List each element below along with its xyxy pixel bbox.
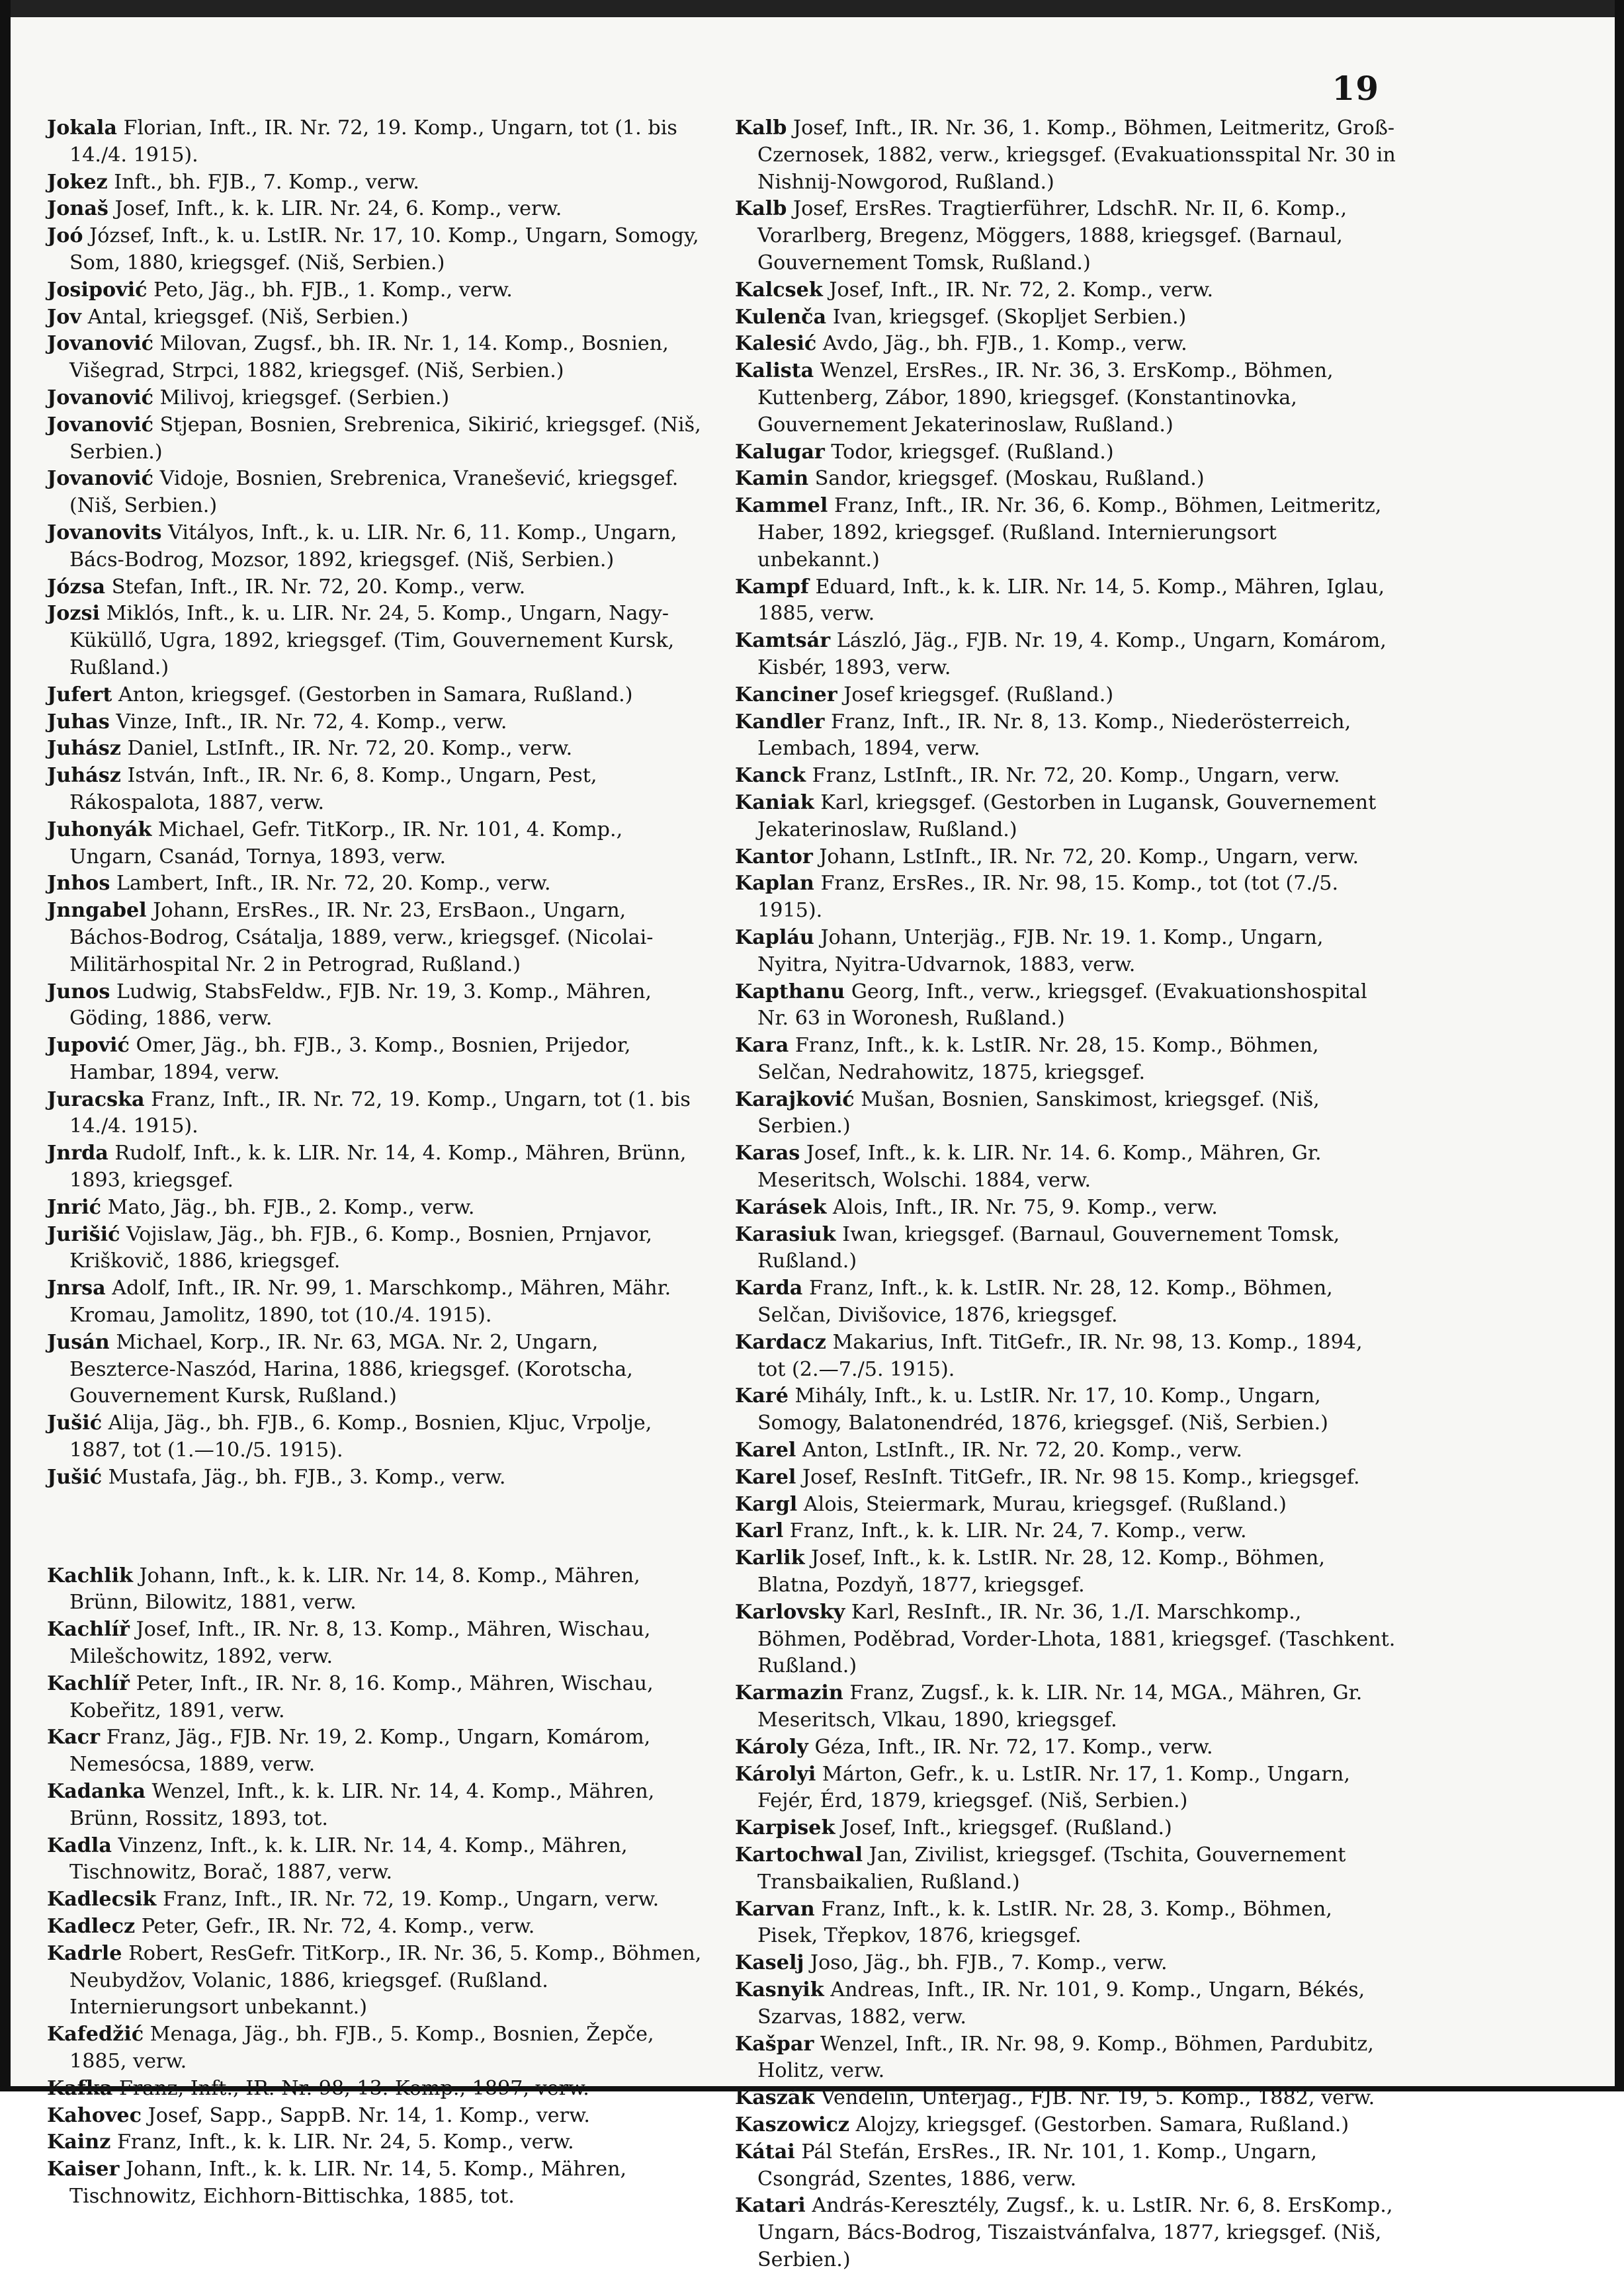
entry-details: Franz, ErsRes., IR. Nr. 98, 15. Komp., tot (tot (7./5. 1915). [757,872,1339,923]
entry-details: Antal, kriegsgef. (Niš, Serbien.) [81,305,409,329]
entry-surname: Kalugar [735,440,825,464]
list-entry [735,304,1396,331]
list-entry [735,493,1396,573]
entry-surname: Kacr [47,1726,101,1749]
entry-details: Iwan, kriegsgef. (Barnaul, Gouvernement Tomsk, Rußland.) [757,1222,1340,1273]
entry-details: Karl, kriegsgef. (Gestorben in Lugansk, Gouvernement Jekaterinoslaw, Rußland.) [757,790,1377,841]
list-entry [47,2021,708,2076]
entry-details: Ivan, kriegsgef. (Skopljet Serbien.) [826,305,1187,329]
entry-surname: Karel [735,1465,796,1489]
entry-surname: Karpisek [735,1816,835,1840]
entry-details: Michael, Gefr. TitKorp., IR. Nr. 101, 4. Komp., Ungarn, Csanád, Tornya, 1893, verw. [69,818,623,868]
entry-details: Milovan, Zugsf., bh. IR. Nr. 1, 14. Komp., Bosnien, Višegrad, Strpci, 1882, kriegsgef. (Niš, Serbien.) [69,332,669,383]
entry-details: Menaga, Jäg., bh. FJB., 5. Komp., Bosnien, Žepče, 1885, verw. [69,2023,654,2073]
list-entry [735,1195,1396,1222]
list-entry [735,1140,1396,1195]
entry-details: Franz, Jäg., FJB. Nr. 19, 2. Komp., Ungarn, Komárom, Nemesócsa, 1889, verw. [69,1726,651,1777]
entry-surname: Kasnyik [735,1978,824,2001]
entry-details: Franz, Inft., IR. Nr. 72, 19. Komp., Ungarn, verw. [156,1888,660,1912]
entry-surname: Jovanović [47,467,153,491]
entry-surname: Jnhos [47,872,110,896]
list-entry [47,277,708,304]
entry-details: Sandor, kriegsgef. (Moskau, Rußland.) [808,467,1205,491]
entry-details: Franz, Inft., k. k. LstIR. Nr. 28, 3. Komp., Böhmen, Pisek, Třepkov, 1876, kriegsgef. [757,1897,1332,1948]
entry-surname: Jnngabel [47,899,147,923]
entry-details: Josef kriegsgef. (Rußland.) [837,683,1114,706]
list-entry [47,1617,708,1671]
entry-surname: Kafedžić [47,2023,144,2046]
entry-details: Stjepan, Bosnien, Srebrenica, Sikirić, kriegsgef. (Niš, Serbien.) [69,413,701,464]
list-entry [47,520,708,574]
list-entry [735,2085,1396,2112]
list-entry [47,1195,708,1222]
entry-surname: Kainz [47,2130,111,2154]
entry-details: Josef, ErsRes. Tragtierführer, LdschR. Nr. II, 6. Komp., Vorarlberg, Bregenz, Möggers, 1888, kriegsgef. (Barnaul, Gouvernement Tomsk, Rußland.) [757,197,1347,274]
entry-details: Franz, LstInft., IR. Nr. 72, 20. Komp., Ungarn, verw. [806,764,1340,788]
text-columns [47,115,1396,2271]
entry-details: Franz, Inft., k. k. LIR. Nr. 24, 7. Komp., verw. [783,1519,1247,1543]
entry-details: Rudolf, Inft., k. k. LIR. Nr. 14, 4. Komp., Mähren, Brünn, 1893, kriegsgef. [69,1142,687,1193]
entry-surname: Kadlecsik [47,1888,157,1912]
entry-details: Johann, Inft., k. k. LIR. Nr. 14, 5. Komp., Mähren, Tischnowitz, Eichhorn-Bittischka, 1885, tot. [69,2158,627,2208]
entry-details: Franz, Inft., k. k. LstIR. Nr. 28, 12. Komp., Böhmen, Selčan, Divišovice, 1876, kriegsgef. [757,1277,1333,1327]
entry-surname: Kadanka [47,1780,146,1804]
list-entry [735,1815,1396,1842]
list-entry [47,169,708,196]
scan-right-border [1615,0,1624,2091]
entry-details: Mato, Jäg., bh. FJB., 2. Komp., verw. [101,1195,475,1219]
entry-details: Mihály, Inft., k. u. LstIR. Nr. 17, 10. Komp., Ungarn, Somogy, Balatonendréd, 1876, kriegsgef. (Niš, Serbien.) [757,1384,1328,1435]
entry-surname: Jokala [47,116,117,140]
entry-surname: Jovanović [47,332,153,356]
list-entry [47,331,708,385]
list-entry [47,1833,708,1887]
entry-surname: Kulenča [735,305,827,329]
list-entry [47,736,708,763]
entry-details: Daniel, LstInft., IR. Nr. 72, 20. Komp., verw. [120,737,573,761]
entry-surname: Kaplan [735,872,814,896]
entry-surname: Kaniak [735,790,814,814]
list-entry [735,2193,1396,2273]
entry-details: Peto, Jäg., bh. FJB., 1. Komp., verw. [147,278,513,302]
entry-surname: Jušić [47,1465,103,1489]
entry-details: Vitályos, Inft., k. u. LIR. Nr. 6, 11. Komp., Ungarn, Bács-Bodrog, Mozsor, 1892, kriegsgef. (Niš, Serbien.) [69,521,677,571]
entry-details: Robert, ResGefr. TitKorp., IR. Nr. 36, 5. Komp., Böhmen, Neubydžov, Volanic, 1886, kriegsgef. (Rußland. Internierungsort unbekannt.) [69,1941,702,2019]
list-entry [735,196,1396,276]
entry-details: Alois, Steiermark, Murau, kriegsgef. (Rußland.) [797,1492,1287,1516]
entry-details: József, Inft., k. u. LstIR. Nr. 17, 10. Komp., Ungarn, Somogy, Som, 1880, kriegsgef. (Niš, Serbien.) [69,224,699,274]
entry-surname: Kammel [735,494,828,518]
list-entry [735,1761,1396,1816]
list-entry [735,979,1396,1033]
entry-details: László, Jäg., FJB. Nr. 19, 4. Komp., Ungarn, Komárom, Kisbér, 1893, verw. [757,629,1387,679]
list-entry [47,385,708,412]
list-entry [47,1222,708,1276]
entry-surname: Karvan [735,1897,815,1921]
entry-surname: Karlovsky [735,1600,845,1624]
entry-details: Josef, Sapp., SappB. Nr. 14, 1. Komp., verw. [142,2103,590,2127]
entry-surname: Kapthanu [735,980,845,1003]
list-entry [735,1977,1396,2031]
entry-details: Márton, Gefr., k. u. LstIR. Nr. 17, 1. Komp., Ungarn, Fejér, Érd, 1879, kriegsgef. (Niš, Serbien.) [757,1762,1350,1813]
entry-surname: Jupović [47,1034,130,1058]
entry-surname: Jonaš [47,197,108,221]
entry-details: Franz, Inft., IR. Nr. 8, 13. Komp., Niederösterreich, Lembach, 1894, verw. [757,710,1351,761]
entry-details: Alija, Jäg., bh. FJB., 6. Komp., Bosnien, Kljuc, Vrpolje, 1887, tot (1.—10./5. 1915). [69,1411,652,1462]
entry-surname: Karl [735,1519,784,1543]
list-entry [47,1140,708,1195]
entry-details: Franz, Inft., k. k. LstIR. Nr. 28, 15. Komp., Böhmen, Selčan, Nedrahowitz, 1875, kriegsgef. [757,1034,1319,1084]
entry-details: Eduard, Inft., k. k. LIR. Nr. 14, 5. Komp., Mähren, Iglau, 1885, verw. [757,575,1385,626]
list-entry [47,601,708,681]
entry-details: Florian, Inft., IR. Nr. 72, 19. Komp., Ungarn, tot (1. bis 14./4. 1915). [69,116,677,167]
entry-surname: Karmazin [735,1681,843,1705]
entry-surname: Kahovec [47,2103,142,2127]
entry-details: Ludwig, StabsFeldw., FJB. Nr. 19, 3. Komp., Mähren, Göding, 1886, verw. [69,980,652,1031]
entry-surname: Kadlecz [47,1915,136,1938]
entry-details: Franz, Inft., k. k. LIR. Nr. 24, 5. Komp., verw. [110,2130,574,2154]
entry-surname: Kardacz [735,1330,826,1354]
list-entry [47,1671,708,1725]
entry-surname: Jušić [47,1411,103,1435]
list-entry [47,1329,708,1410]
list-entry [47,682,708,709]
list-entry [735,1842,1396,1896]
entry-surname: Kalesić [735,332,817,356]
list-entry [735,1545,1396,1599]
entry-surname: Kaszák [735,2086,815,2110]
entry-details: István, Inft., IR. Nr. 6, 8. Komp., Ungarn, Pest, Rákospalota, 1887, verw. [69,764,597,814]
list-entry [47,466,708,520]
entry-details: Vendelin, Unterjäg., FJB. Nr. 19, 5. Komp., 1882, verw. [814,2086,1375,2110]
entry-surname: Jnrić [47,1195,101,1219]
list-entry [735,682,1396,709]
entry-surname: Józsa [47,575,106,599]
entry-surname: Josipović [47,278,148,302]
list-entry [47,1724,708,1779]
entry-surname: Kátai [735,2140,795,2164]
entry-surname: Kalb [735,197,787,221]
entry-surname: Kargl [735,1492,798,1516]
list-entry [47,817,708,871]
entry-surname: Karda [735,1277,803,1300]
list-entry [735,1275,1396,1329]
entry-surname: Kampf [735,575,809,599]
entry-details: Johann, LstInft., IR. Nr. 72, 20. Komp., Ungarn, verw. [812,845,1359,868]
entry-surname: Junos [47,980,110,1003]
list-entry [735,1492,1396,1519]
entry-surname: Kachlik [47,1564,133,1587]
list-entry [47,1275,708,1329]
entry-surname: Karlik [735,1546,805,1570]
entry-surname: Kapláu [735,925,814,949]
entry-details: Avdo, Jäg., bh. FJB., 1. Komp., verw. [816,332,1187,356]
entry-details: Adolf, Inft., IR. Nr. 99, 1. Marschkomp., Mähren, Mähr. Kromau, Jamolitz, 1890, tot (10./4. 1915). [69,1277,671,1327]
entry-details: Josef, Inft., k. k. LstIR. Nr. 28, 12. Komp., Böhmen, Blatna, Pozdyň, 1877, kriegsgef. [757,1546,1325,1597]
entry-surname: Kartochwal [735,1843,863,1867]
entry-details: Georg, Inft., verw., kriegsgef. (Evakuationshospital Nr. 63 in Woronesh, Rußland.) [757,980,1367,1031]
entry-details: Josef, Inft., kriegsgef. (Rußland.) [835,1816,1172,1840]
entry-surname: Kara [735,1034,789,1058]
entry-surname: Katari [735,2194,806,2218]
entry-surname: Kachlíř [47,1618,130,1642]
entry-details: Wenzel, Inft., k. k. LIR. Nr. 14, 4. Komp., Mähren, Brünn, Rossitz, 1893, tot. [69,1780,655,1830]
entry-details: Mušan, Bosnien, Sanskimost, kriegsgef. (Niš, Serbien.) [757,1087,1320,1138]
list-entry [47,1886,708,1914]
list-entry [47,196,708,223]
scan-left-border [0,0,11,2091]
entry-details: Todor, kriegsgef. (Rußland.) [824,440,1114,464]
entry-surname: Kadla [47,1833,112,1857]
entry-details: Franz, Zugsf., k. k. LIR. Nr. 14, MGA., Mähren, Gr. Meseritsch, Vlkau, 1890, kriegsgef. [757,1681,1363,1732]
entry-details: Johann, Unterjäg., FJB. Nr. 19. 1. Komp., Ungarn, Nyitra, Nyitra-Udvarnok, 1883, verw. [757,925,1324,976]
entry-surname: Karasiuk [735,1222,836,1246]
entry-details: Franz, Inft., IR. Nr. 36, 6. Komp., Böhmen, Leitmeritz, Haber, 1892, kriegsgef. (Rußland. Internierungsort unbekannt.) [757,494,1382,571]
entry-surname: Karásek [735,1195,827,1219]
entry-details: Miklós, Inft., k. u. LIR. Nr. 24, 5. Komp., Ungarn, Nagy-Küküllő, Ugra, 1892, kriegsgef. (Tim, Gouvernement Kursk, Rußland.) [69,602,675,679]
list-entry [735,1680,1396,1734]
list-entry [47,1779,708,1833]
entry-details: Makarius, Inft. TitGefr., IR. Nr. 98, 13. Komp., 1894, tot (2.—7./5. 1915). [757,1330,1363,1381]
list-entry [735,1464,1396,1492]
entry-surname: Jufert [47,683,112,706]
list-entry [735,1032,1396,1087]
entry-surname: Kanck [735,764,806,788]
entry-details: Vinze, Inft., IR. Nr. 72, 4. Komp., verw. [109,710,507,734]
entry-surname: Jokez [47,170,108,194]
list-entry [47,979,708,1033]
list-entry [735,1437,1396,1464]
entry-surname: Kaszowicz [735,2113,850,2136]
list-entry [735,331,1396,358]
entry-details: András-Keresztély, Zugsf., k. u. LstIR. Nr. 6, 8. ErsKomp., Ungarn, Bács-Bodrog, Tiszaistvánfalva, 1877, kriegsgef. (Niš, Serbien.) [757,2194,1393,2271]
list-entry [47,1464,708,1492]
list-entry [47,709,708,736]
entry-surname: Kaselj [735,1951,804,1975]
entry-details: Andreas, Inft., IR. Nr. 101, 9. Komp., Ungarn, Békés, Szarvas, 1882, verw. [757,1978,1365,2029]
entry-details: Alojzy, kriegsgef. (Gestorben. Samara, Rußland.) [849,2113,1349,2136]
list-entry [735,277,1396,304]
entry-details: Anton, kriegsgef. (Gestorben in Samara, Rußland.) [112,683,633,706]
list-entry [735,763,1396,790]
entry-surname: Kaiser [47,2158,120,2181]
list-entry [47,2156,708,2211]
entry-details: Josef, Inft., IR. Nr. 72, 2. Komp., verw. [822,278,1214,302]
list-entry [47,1410,708,1464]
list-entry [735,790,1396,844]
entry-surname: Juhász [47,764,121,788]
entry-details: Josef, Inft., k. k. LIR. Nr. 24, 6. Komp., verw. [108,197,562,221]
list-entry [47,304,708,331]
entry-details: Michael, Korp., IR. Nr. 63, MGA. Nr. 2, Ungarn, Beszterce-Naszód, Harina, 1886, kriegsgef. (Korotscha, Gouvernement Kursk, Rußland.) [69,1330,633,1408]
entry-details: Milivoj, kriegsgef. (Serbien.) [153,386,450,409]
entry-surname: Jovanović [47,386,153,409]
list-entry [735,358,1396,439]
list-entry [735,925,1396,979]
entry-surname: Karas [735,1142,800,1165]
list-entry [735,115,1396,196]
entry-details: Anton, LstInft., IR. Nr. 72, 20. Komp., verw. [796,1439,1242,1462]
entry-surname: Kamin [735,467,809,491]
list-entry [735,1896,1396,1951]
entry-surname: Karajković [735,1087,855,1111]
left-column [47,115,708,2211]
right-column [735,115,1396,2274]
entry-details: Vinzenz, Inft., k. k. LIR. Nr. 14, 4. Komp., Mähren, Tischnowitz, Borač, 1887, verw. [69,1833,628,1884]
entry-surname: Jozsi [47,602,101,626]
entry-details: Pál Stefán, ErsRes., IR. Nr. 101, 1. Komp., Ungarn, Csongrád, Szentes, 1886, verw. [757,2140,1317,2191]
entry-surname: Jovanovits [47,521,162,544]
entry-surname: Joó [47,224,83,248]
scan-top-border [0,0,1624,17]
entry-details: Karl, ResInft., IR. Nr. 36, 1./I. Marschkomp., Böhmen, Poděbrad, Vorder-Lhota, 1881, kriegsgef. (Taschkent. Rußland.) [757,1600,1396,1678]
entry-surname: Karé [735,1384,789,1408]
list-entry [47,1087,708,1141]
entry-details: Franz, Inft., IR. Nr. 98, 13. Komp., 1897, verw. [112,2076,589,2100]
entry-surname: Kantor [735,845,813,868]
entry-surname: Karel [735,1439,796,1462]
list-entry [47,870,708,898]
list-entry [47,2076,708,2103]
list-entry [735,844,1396,871]
entry-details: Jan, Zivilist, kriegsgef. (Tschita, Gouvernement Transbaikalien, Rußland.) [757,1843,1346,1894]
entry-surname: Károlyi [735,1762,816,1786]
entry-details: Wenzel, Inft., IR. Nr. 98, 9. Komp., Böhmen, Pardubitz, Holitz, verw. [757,2032,1374,2083]
entry-surname: Juhonyák [47,818,152,841]
entry-surname: Kašpar [735,2032,814,2056]
list-entry [735,1599,1396,1680]
entry-surname: Jusán [47,1330,110,1354]
entry-details: Josef, ResInft. TitGefr., IR. Nr. 98 15. Komp., kriegsgef. [796,1465,1360,1489]
entry-surname: Kafka [47,2076,113,2100]
entry-surname: Jnrda [47,1142,108,1165]
entry-details: Johann, ErsRes., IR. Nr. 23, ErsBaon., Ungarn, Báchos-Bodrog, Csátalja, 1889, verw., kriegsgef. (Nicolai-Militärhospital Nr. 2 in Petrograd, Rußland.) [69,899,654,976]
entry-surname: Juracska [47,1087,145,1111]
list-entry [47,574,708,601]
list-entry [47,1914,708,1941]
list-entry [47,2129,708,2156]
entry-details: Stefan, Inft., IR. Nr. 72, 20. Komp., verw. [105,575,526,599]
list-entry [47,115,708,169]
list-entry [47,763,708,817]
list-entry [735,1734,1396,1761]
list-entry [47,223,708,277]
entry-surname: Kanciner [735,683,837,706]
entry-details: Johann, Inft., k. k. LIR. Nr. 14, 8. Komp., Mähren, Brünn, Bilowitz, 1881, verw. [69,1564,640,1615]
entry-details: Vojislaw, Jäg., bh. FJB., 6. Komp., Bosnien, Prnjavor, Kriškovič, 1886, kriegsgef. [69,1222,653,1273]
list-entry [735,466,1396,493]
entry-details: Josef, Inft., IR. Nr. 36, 1. Komp., Böhmen, Leitmeritz, Groß-Czernosek, 1882, verw., kriegsgef. (Evakuationsspital Nr. 30 in Nishnij-Nowgorod, Rußland.) [757,116,1396,194]
entry-surname: Kalb [735,116,787,140]
list-entry [47,1032,708,1087]
entry-surname: Jov [47,305,81,329]
page-number: 19 [1332,69,1379,108]
list-entry [735,709,1396,763]
list-entry [735,1222,1396,1276]
list-entry [735,1087,1396,1141]
list-entry [735,2031,1396,2085]
list-entry [47,1563,708,1617]
entry-details: Josef, Inft., IR. Nr. 8, 13. Komp., Mähren, Wischau, Milešchowitz, 1892, verw. [69,1618,651,1669]
entry-surname: Jnrsa [47,1277,106,1300]
entry-surname: Kalcsek [735,278,823,302]
entry-details: Franz, Inft., IR. Nr. 72, 19. Komp., Ungarn, tot (1. bis 14./4. 1915). [69,1087,691,1138]
list-entry [735,574,1396,628]
list-entry [735,628,1396,682]
list-entry [735,1329,1396,1384]
list-entry [735,870,1396,925]
list-entry [735,439,1396,466]
entry-surname: Kalista [735,359,814,383]
entry-details: Wenzel, ErsRes., IR. Nr. 36, 3. ErsKomp., Böhmen, Kuttenberg, Zábor, 1890, kriegsgef. (Konstantinovka, Gouvernement Jekaterinoslaw, Rußland.) [757,359,1334,437]
entry-details: Vidoje, Bosnien, Srebrenica, Vranešević, kriegsgef. (Niš, Serbien.) [69,467,679,518]
entry-surname: Jurišić [47,1222,120,1246]
list-entry [47,2103,708,2130]
entry-surname: Jovanović [47,413,153,437]
entry-surname: Kadrle [47,1941,122,1965]
list-entry [47,1941,708,2021]
entry-surname: Kachlíř [47,1671,130,1695]
entry-surname: Juhas [47,710,110,734]
list-entry [735,2112,1396,2139]
entry-details: Alois, Inft., IR. Nr. 75, 9. Komp., verw. [826,1195,1218,1219]
list-entry [735,1383,1396,1437]
entry-details: Omer, Jäg., bh. FJB., 3. Komp., Bosnien, Prijedor, Hambar, 1894, verw. [69,1034,631,1084]
entry-details: Peter, Inft., IR. Nr. 8, 16. Komp., Mähren, Wischau, Kobeřitz, 1891, verw. [69,1671,654,1722]
list-entry [735,2139,1396,2193]
list-entry [735,1518,1396,1545]
entry-details: Géza, Inft., IR. Nr. 72, 17. Komp., verw. [808,1735,1213,1759]
entry-details: Josef, Inft., k. k. LIR. Nr. 14. 6. Komp., Mähren, Gr. Meseritsch, Wolschi. 1884, verw. [757,1142,1322,1193]
entry-surname: Kamtsár [735,629,831,653]
entry-details: Joso, Jäg., bh. FJB., 7. Komp., verw. [804,1951,1168,1975]
entry-surname: Kandler [735,710,825,734]
list-entry [735,1950,1396,1977]
entry-surname: Károly [735,1735,808,1759]
entry-details: Mustafa, Jäg., bh. FJB., 3. Komp., verw. [102,1465,506,1489]
entry-details: Peter, Gefr., IR. Nr. 72, 4. Komp., verw. [135,1915,535,1938]
list-entry [47,898,708,978]
entry-surname: Juhász [47,737,121,761]
entry-details: Inft., bh. FJB., 7. Komp., verw. [107,170,419,194]
entry-details: Lambert, Inft., IR. Nr. 72, 20. Komp., verw. [110,872,551,896]
list-entry [47,412,708,466]
